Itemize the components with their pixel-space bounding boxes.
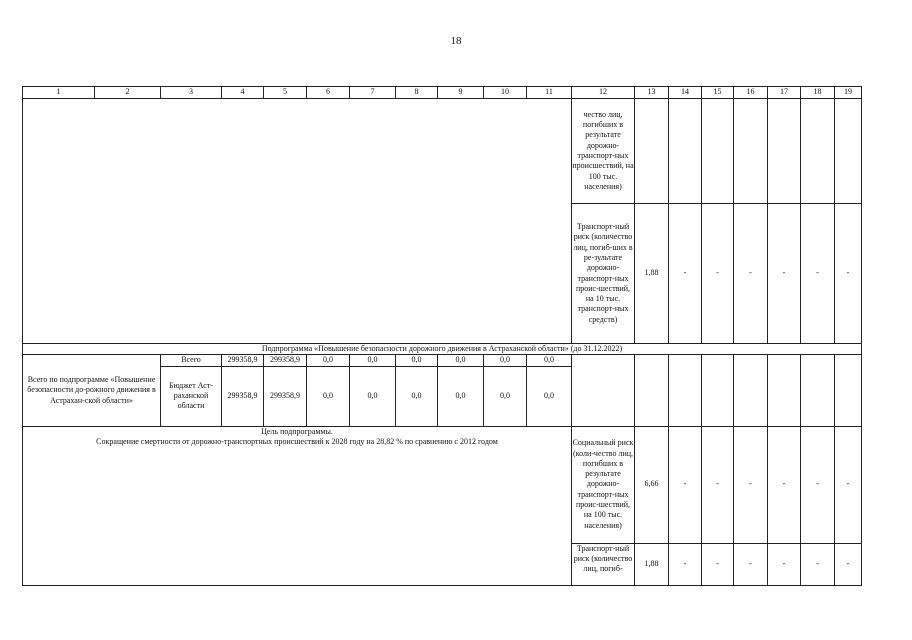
dash-cell: - bbox=[702, 204, 734, 344]
col-num: 1 bbox=[23, 87, 95, 99]
dash-cell: - bbox=[768, 204, 801, 344]
dash-cell: - bbox=[835, 426, 862, 543]
col-num: 10 bbox=[484, 87, 527, 99]
col-num: 14 bbox=[669, 87, 702, 99]
indicator-cell: чество лиц, погибших в результате дорожно-транспорт-ных происшествий, на 100 тыс. населения) bbox=[572, 99, 635, 204]
col-num: 19 bbox=[835, 87, 862, 99]
col-num: 6 bbox=[307, 87, 350, 99]
dash-cell: - bbox=[835, 204, 862, 344]
dash-cell: - bbox=[734, 204, 768, 344]
dash-cell: - bbox=[801, 204, 835, 344]
col-num: 11 bbox=[527, 87, 572, 99]
col-num: 16 bbox=[734, 87, 768, 99]
dash-cell: - bbox=[702, 543, 734, 585]
total-label: Всего по подпрограмме «Повышение безопасности до-рожного движения в Астрахан-ской области» bbox=[23, 355, 161, 426]
amount-cell: 0,0 bbox=[350, 366, 396, 426]
goal-title: Цель подпрограммы. bbox=[261, 426, 333, 436]
amount-cell: 0,0 bbox=[527, 355, 572, 366]
dash-cell: - bbox=[669, 543, 702, 585]
indicator-cell: Транспорт-ный риск (количество лиц, погиб- bbox=[572, 543, 635, 585]
amount-cell: 0,0 bbox=[350, 355, 396, 366]
value-cell: 1,88 bbox=[635, 204, 669, 344]
table-row bbox=[23, 426, 862, 543]
subprogram-title: Подпрограмма «Повышение безопасности дорожного движения в Астраханской области» (до 31.12.2022) bbox=[23, 344, 862, 355]
col-num: 12 bbox=[572, 87, 635, 99]
amount-cell: 0,0 bbox=[484, 366, 527, 426]
col-num: 4 bbox=[222, 87, 264, 99]
col-num: 13 bbox=[635, 87, 669, 99]
col-num: 18 bbox=[801, 87, 835, 99]
amount-cell: 0,0 bbox=[307, 366, 350, 426]
empty-merged-cell bbox=[23, 99, 572, 344]
col-num: 15 bbox=[702, 87, 734, 99]
dash-cell: - bbox=[768, 543, 801, 585]
source-cell: Всего bbox=[161, 355, 222, 366]
col-num: 7 bbox=[350, 87, 396, 99]
value-cell: 1,88 bbox=[635, 543, 669, 585]
amount-cell: 299358,9 bbox=[222, 355, 264, 366]
page-number: 18 bbox=[450, 35, 462, 47]
amount-cell: 0,0 bbox=[396, 355, 438, 366]
amount-cell: 299358,9 bbox=[222, 366, 264, 426]
program-table bbox=[22, 86, 862, 586]
dash-cell: - bbox=[669, 204, 702, 344]
dash-cell: - bbox=[768, 426, 801, 543]
col-num: 17 bbox=[768, 87, 801, 99]
amount-cell: 299358,9 bbox=[264, 355, 307, 366]
table-row bbox=[23, 344, 862, 355]
table-row bbox=[23, 99, 862, 204]
dash-cell: - bbox=[734, 543, 768, 585]
col-num: 5 bbox=[264, 87, 307, 99]
goal-text: Сокращение смертности от дорожно-транспортных происшествий к 2028 году на 28,82 % по сравнению с 2012 годом bbox=[96, 436, 498, 446]
amount-cell: 0,0 bbox=[396, 366, 438, 426]
goal-cell bbox=[23, 426, 572, 585]
amount-cell: 299358,9 bbox=[264, 366, 307, 426]
amount-cell: 0,0 bbox=[484, 355, 527, 366]
amount-cell: 0,0 bbox=[527, 366, 572, 426]
col-num: 9 bbox=[438, 87, 484, 99]
dash-cell: - bbox=[669, 426, 702, 543]
table-row bbox=[23, 355, 862, 366]
indicator-cell: Транспорт-ный риск (количество лиц, погиб-ших в ре-зультате дорожно-транспорт-ных проис-шествий, на 10 тыс. транспорт-ных средств) bbox=[572, 204, 635, 344]
dash-cell: - bbox=[702, 426, 734, 543]
col-num: 3 bbox=[161, 87, 222, 99]
source-cell: Бюджет Аст-раханской области bbox=[161, 366, 222, 426]
amount-cell: 0,0 bbox=[438, 366, 484, 426]
col-num: 8 bbox=[396, 87, 438, 99]
dash-cell: - bbox=[801, 543, 835, 585]
dash-cell: - bbox=[801, 426, 835, 543]
amount-cell: 0,0 bbox=[307, 355, 350, 366]
dash-cell: - bbox=[835, 543, 862, 585]
column-number-row bbox=[23, 87, 862, 99]
dash-cell: - bbox=[734, 426, 768, 543]
amount-cell: 0,0 bbox=[438, 355, 484, 366]
indicator-cell: Социальный риск (коли-чество лиц, погибших в результате дорожно-транспорт-ных проис-шествий, на 100 тыс. населения) bbox=[572, 426, 635, 543]
col-num: 2 bbox=[95, 87, 161, 99]
value-cell: 6,66 bbox=[635, 426, 669, 543]
